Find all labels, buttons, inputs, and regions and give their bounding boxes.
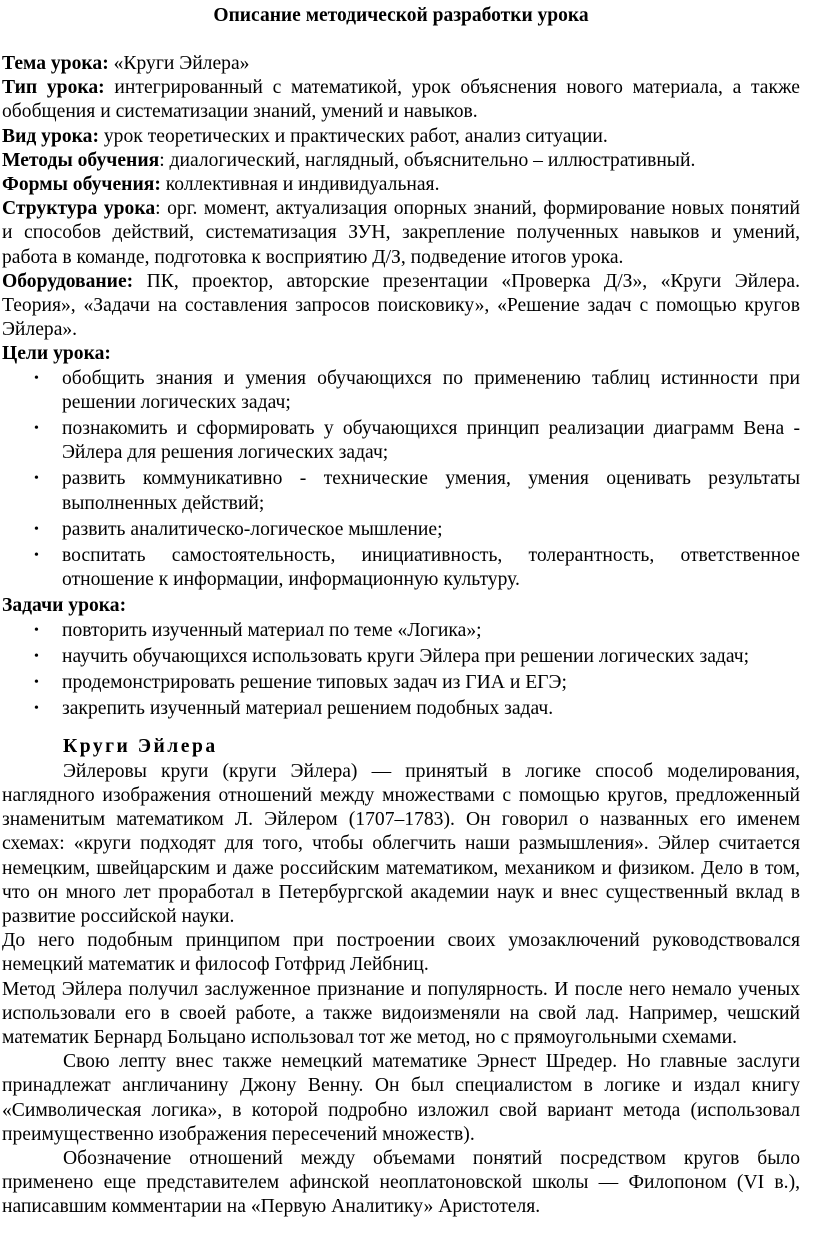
document-title: Описание методической разработки урока bbox=[213, 5, 589, 26]
field-type bbox=[2, 76, 800, 124]
field-label: Оборудование: bbox=[2, 270, 134, 292]
field-label: Методы обучения bbox=[2, 149, 160, 171]
bullet-icon: • bbox=[34, 471, 39, 487]
list-item-text: развить коммуникативно - технические умения, умения оценивать результаты выполненных действий; bbox=[62, 468, 800, 514]
bullet-icon: • bbox=[34, 521, 39, 537]
list-item bbox=[2, 645, 800, 669]
list-item bbox=[2, 467, 800, 515]
field-text: урок теоретических и практических работ, анализ ситуации. bbox=[98, 125, 608, 147]
list-item bbox=[2, 619, 800, 643]
field-text: «Круги Эйлера» bbox=[108, 53, 250, 74]
goals-heading bbox=[2, 342, 800, 366]
field-equipment bbox=[2, 270, 800, 343]
field-text: интегрированный с математикой, урок объяснения нового материала, а также обобщения и систематизации знаний, умений и навыков. bbox=[2, 77, 800, 123]
field-text: : диалогический, наглядный, объяснительно – иллюстративный. bbox=[159, 149, 696, 171]
goals-heading-text: Цели урока: bbox=[2, 343, 111, 365]
field-label: Тип урока: bbox=[2, 77, 105, 99]
bullet-icon: • bbox=[34, 622, 39, 638]
list-item bbox=[2, 518, 800, 542]
field-methods bbox=[2, 149, 800, 173]
field-label: Вид урока: bbox=[2, 125, 99, 147]
bullet-icon: • bbox=[34, 648, 39, 664]
goals-list bbox=[2, 367, 800, 593]
list-item bbox=[2, 544, 800, 592]
list-item-text: обобщить знания и умения обучающихся по применению таблиц истинности при решении логических задач; bbox=[62, 367, 800, 413]
bullet-icon: • bbox=[34, 421, 39, 437]
field-text: : орг. момент, актуализация опорных знаний, формирование новых понятий и способов действий, систематизация ЗУН, закрепление полученных навыков и умений, работа в команде, подготовка к восприятию Д/З, подведение итогов урока. bbox=[2, 198, 800, 268]
bullet-icon: • bbox=[34, 370, 39, 386]
field-kind bbox=[2, 125, 800, 149]
bullet-icon: • bbox=[34, 675, 39, 691]
list-item-text: познакомить и сформировать у обучающихся принцип реализации диаграмм Вена - Эйлера для решения логических задач; bbox=[62, 418, 800, 464]
section-paragraph: Свою лепту внес также немецкий математике Эрнест Шредер. Но главные заслуги принадлежат англичанину Джону Венну. Он был специалистом в логике и издал книгу «Символическая логика», в которой подробно изложил свой вариант метода (использовал преимущественно изображения пересечений множеств). bbox=[2, 1051, 800, 1145]
tasks-list bbox=[2, 619, 800, 722]
field-text: ПК, проектор, авторские презентации «Проверка Д/З», «Круги Эйлера. Теория», «Задачи на составления запросов поисковику», «Решение задач с помощью кругов Эйлера». bbox=[2, 270, 800, 341]
section-paragraph: До него подобным принципом при построении своих умозаключений руководствовался немецкий математик и философ Готфрид Лейбниц. bbox=[2, 930, 800, 976]
section-paragraph: Обозначение отношений между объемами понятий посредством кругов было применено еще представителем афинской неоплатоновской школы — Филопоном (VI в.), написавшим комментарии на «Первую Аналитику» Аристотеля. bbox=[2, 1147, 800, 1218]
list-item bbox=[2, 697, 800, 721]
list-item-text: повторить изученный материал по теме «Логика»; bbox=[62, 619, 482, 641]
list-item-text: продемонстрировать решение типовых задач из ГИА и ЕГЭ; bbox=[62, 672, 567, 694]
list-item bbox=[2, 367, 800, 415]
field-forms bbox=[2, 173, 800, 197]
lesson-fields bbox=[2, 52, 800, 342]
field-text: коллективная и индивидуальная. bbox=[160, 174, 440, 196]
bullet-icon: • bbox=[34, 701, 39, 717]
field-topic bbox=[2, 52, 800, 76]
tasks-heading bbox=[2, 594, 800, 618]
list-item bbox=[2, 417, 800, 465]
field-structure bbox=[2, 197, 800, 270]
bullet-icon: • bbox=[34, 548, 39, 564]
list-item-text: воспитать самостоятельность, инициативность, толерантность, ответственное отношение к информации, информационную культуру. bbox=[62, 545, 800, 591]
field-label: Структура урока bbox=[2, 198, 156, 220]
list-item-text: научить обучающихся использовать круги Эйлера при решении логических задач; bbox=[62, 645, 750, 667]
field-label: Тема урока: bbox=[2, 53, 109, 74]
list-item-text: развить аналитическо-логическое мышление; bbox=[62, 518, 443, 540]
field-label: Формы обучения: bbox=[2, 174, 161, 196]
section-title: Круги Эйлера bbox=[63, 736, 218, 758]
spacer bbox=[2, 28, 800, 52]
tasks-heading-text: Задачи урока: bbox=[2, 595, 127, 617]
section-paragraph: Эйлеровы круги (круги Эйлера) — принятый в логике способ моделирования, наглядного изображения отношений между множествами с помощью кругов, предложенный знаменитым математиком Л. Эйлером (1707–1783). Он говорил о названных его именем схемах: «круги подходят для того, чтобы облегчить наши размышления». Эйлер считается немецким, швейцарским и даже российским математиком, механиком и физиком. Дело в том, что он много лет проработал в Петербургской академии наук и внес существенный вклад в развитие российской науки. bbox=[2, 760, 800, 927]
list-item bbox=[2, 671, 800, 695]
section-paragraph: Метод Эйлера получил заслуженное признание и популярность. И после него немало ученых использовали его в своей работе, а также видоизменяли на свой лад. Например, чешский математик Бернард Больцано использовал тот же метод, но с прямоугольными схемами. bbox=[2, 978, 800, 1048]
list-item-text: закрепить изученный материал решением подобных задач. bbox=[62, 698, 554, 720]
